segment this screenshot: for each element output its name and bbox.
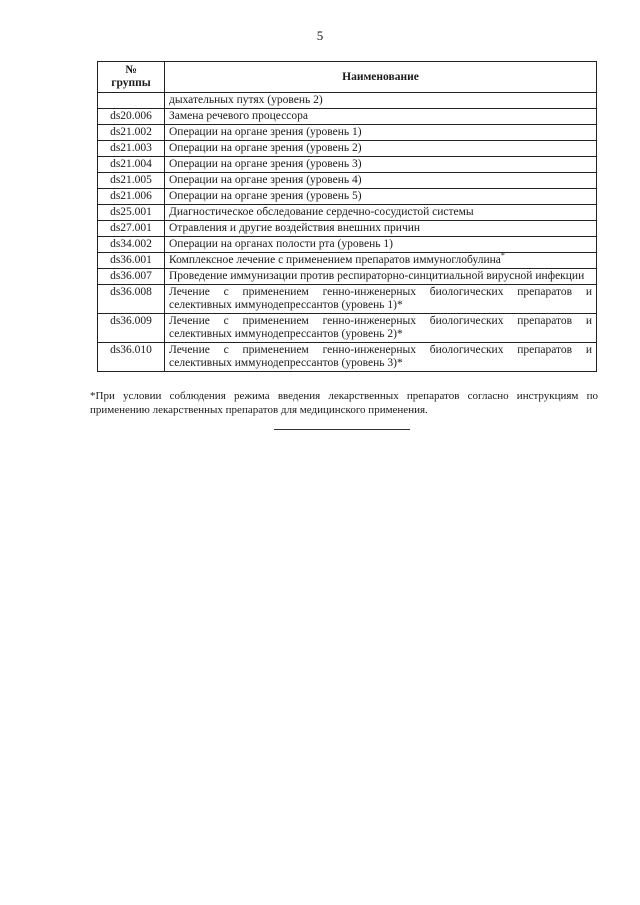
- group-name-text: Операции на органе зрения (уровень 3): [169, 158, 362, 170]
- footnote: *При условии соблюдения режима введения лекарственных препаратов согласно инструкциям по применению лекарственных препаратов для медицинского применения.: [90, 390, 598, 416]
- group-name-text: дыхательных путях (уровень 2): [169, 94, 323, 106]
- group-name-text: Операции на органах полости рта (уровень 1): [169, 238, 393, 250]
- table-row: [98, 314, 597, 343]
- page-number: 5: [316, 28, 324, 43]
- table-row: [98, 189, 597, 205]
- group-code-cell: ds36.009: [98, 314, 165, 343]
- group-name-text: Лечение с применением генно-инженерных биологических препаратов и селективных иммунодепрессантов (уровень 2)*: [169, 315, 592, 340]
- table-row: [98, 253, 597, 269]
- group-name-cell: [165, 93, 597, 109]
- group-name-cell: [165, 343, 597, 372]
- group-codes-table: [97, 61, 597, 372]
- table-row: [98, 141, 597, 157]
- group-code-cell: ds27.001: [98, 221, 165, 237]
- group-code-cell: ds21.004: [98, 157, 165, 173]
- table-header-row: [98, 62, 597, 93]
- group-name-cell: [165, 237, 597, 253]
- table-row: [98, 269, 597, 285]
- header-name: Наименование: [165, 62, 597, 93]
- group-name-cell: [165, 173, 597, 189]
- table-row: [98, 343, 597, 372]
- group-name-cell: [165, 141, 597, 157]
- footnote-mark: *: [500, 251, 505, 261]
- group-name-text: Замена речевого процессора: [169, 110, 309, 122]
- table-row: [98, 237, 597, 253]
- group-name-cell: [165, 189, 597, 205]
- group-code-cell: ds25.001: [98, 205, 165, 221]
- group-name-cell: [165, 221, 597, 237]
- group-code-cell: ds20.006: [98, 109, 165, 125]
- table-row: [98, 221, 597, 237]
- header-number-sign: №: [125, 64, 137, 76]
- group-code-cell: ds21.002: [98, 125, 165, 141]
- table-body: [98, 93, 597, 372]
- group-name-text: Лечение с применением генно-инженерных биологических препаратов и селективных иммунодепрессантов (уровень 1)*: [169, 286, 592, 311]
- group-name-cell: [165, 269, 597, 285]
- end-of-document-line: [274, 429, 410, 430]
- group-code-cell: ds36.007: [98, 269, 165, 285]
- group-name-text: Операции на органе зрения (уровень 2): [169, 142, 362, 154]
- group-name-text: Проведение иммунизации против респираторно-синцитиальной вирусной инфекции: [169, 270, 585, 282]
- table-row: [98, 93, 597, 109]
- group-name-text: Операции на органе зрения (уровень 5): [169, 190, 362, 202]
- table-row: [98, 285, 597, 314]
- group-code-cell: ds36.010: [98, 343, 165, 372]
- group-name-cell: [165, 109, 597, 125]
- group-code-cell: ds21.005: [98, 173, 165, 189]
- group-code-cell: ds34.002: [98, 237, 165, 253]
- group-name-cell: [165, 125, 597, 141]
- group-code-cell: [98, 93, 165, 109]
- group-code-cell: ds21.006: [98, 189, 165, 205]
- group-name-text: Диагностическое обследование сердечно-сосудистой системы: [169, 206, 474, 218]
- group-name-cell: [165, 157, 597, 173]
- header-group-word: группы: [111, 77, 151, 89]
- group-code-cell: ds21.003: [98, 141, 165, 157]
- group-code-cell: ds36.008: [98, 285, 165, 314]
- group-name-text: Комплексное лечение с применением препаратов иммуноглобулина: [169, 254, 501, 266]
- group-name-text: Отравления и другие воздействия внешних причин: [169, 222, 421, 234]
- group-code-cell: ds36.001: [98, 253, 165, 269]
- group-name-text: Операции на органе зрения (уровень 4): [169, 174, 362, 186]
- table-row: [98, 109, 597, 125]
- group-name-cell: [165, 205, 597, 221]
- table-row: [98, 125, 597, 141]
- group-name-cell: [165, 285, 597, 314]
- group-name-text: Операции на органе зрения (уровень 1): [169, 126, 362, 138]
- group-name-cell: [165, 253, 597, 269]
- table-row: [98, 205, 597, 221]
- table-row: [98, 157, 597, 173]
- group-name-cell: [165, 314, 597, 343]
- header-group-number: [98, 62, 165, 93]
- table-row: [98, 173, 597, 189]
- group-name-text: Лечение с применением генно-инженерных биологических препаратов и селективных иммунодепрессантов (уровень 3)*: [169, 344, 592, 369]
